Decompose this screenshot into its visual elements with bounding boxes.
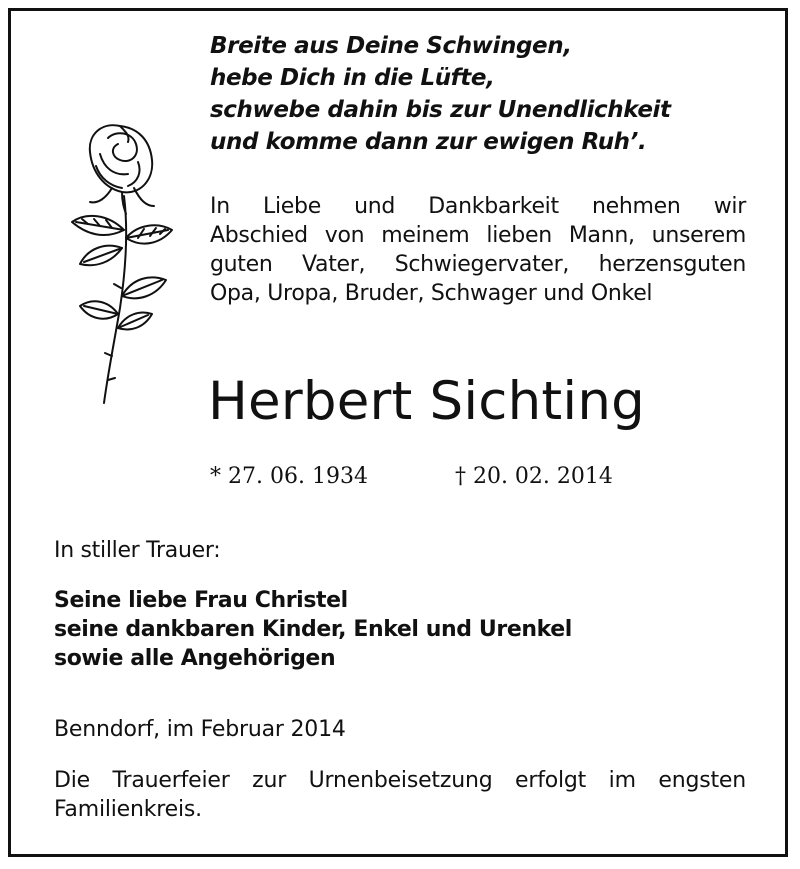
intro-text [210,192,746,308]
poem-line: und komme dann zur ewigen Ruh’. [210,129,647,155]
intro-line: guten Vater, Schwiegervater, herzensguten [210,252,746,277]
poem [210,30,671,158]
deceased-name: Herbert Sichting [208,371,645,432]
mourning-label: In stiller Trauer: [54,538,221,563]
poem-line: schwebe dahin bis zur Unendlichkeit [210,97,671,123]
intro-line: In Liebe und Dankbarkeit nehmen wir [210,194,746,219]
intro-line: Opa, Uropa, Bruder, Schwager und Onkel [210,281,653,306]
birth-date: * 27. 06. 1934 [210,464,368,489]
mourner-line: sowie alle Angehörigen [54,646,336,671]
death-date: † 20. 02. 2014 [454,464,613,489]
rose-icon [42,118,182,408]
mourner-line: Seine liebe Frau Christel [54,588,348,613]
funeral-notice [54,766,746,824]
mourner-line: seine dankbaren Kinder, Enkel und Urenkel [54,617,572,642]
life-dates [210,462,613,492]
notice-line: Familienkreis. [54,797,202,822]
poem-line: hebe Dich in die Lüfte, [210,65,495,91]
mourners-list [54,586,572,673]
poem-line: Breite aus Deine Schwingen, [210,33,572,59]
notice-line: Die Trauerfeier zur Urnenbeisetzung erfolgt im engsten [54,768,746,793]
place-date: Benndorf, im Februar 2014 [54,717,346,742]
intro-line: Abschied von meinem lieben Mann, unserem [210,223,746,248]
